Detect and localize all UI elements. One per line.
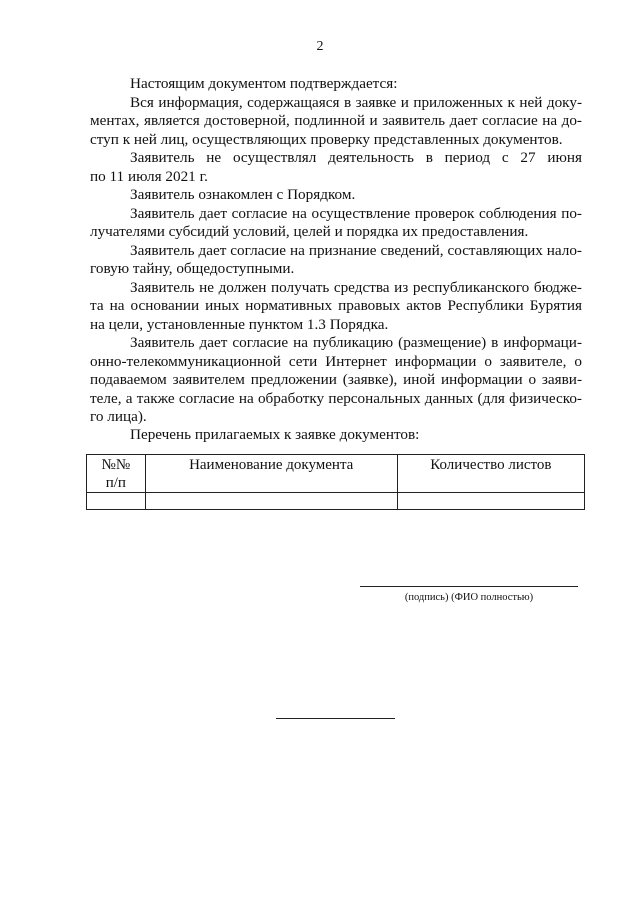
text-line: онно-телекоммуникационной сети Интернет информации о заявителе, о bbox=[90, 352, 582, 370]
text-line: на цели, установленные пунктом 1.3 Порядка. bbox=[90, 315, 389, 333]
table-cell bbox=[397, 493, 584, 510]
text-line: Вся информация, содержащаяся в заявке и приложенных к ней доку- bbox=[130, 93, 582, 111]
text-line: лучателями субсидий условий, целей и порядка их предоставления. bbox=[90, 223, 529, 240]
paragraph-budget-funds bbox=[90, 279, 582, 335]
text-line: Заявитель дает согласие на признание сведений, составляющих нало- bbox=[130, 241, 582, 259]
paragraph-intro bbox=[90, 75, 397, 94]
signature-line bbox=[360, 586, 578, 587]
table-cell bbox=[87, 493, 146, 510]
signature-caption: (подпись) (ФИО полностью) bbox=[404, 592, 534, 603]
table-row bbox=[87, 493, 585, 510]
text-line: подаваемом заявителем предложении (заявке), иной информации о заяви- bbox=[90, 371, 582, 388]
text-line: Настоящим документом подтверждается: bbox=[130, 75, 398, 92]
paragraph-inspection-consent bbox=[90, 205, 582, 242]
page-number: 2 bbox=[316, 39, 324, 54]
header-page-count: Количество листов bbox=[397, 455, 584, 493]
bottom-separator-line bbox=[276, 718, 395, 719]
text-line: говую тайну, общедоступными. bbox=[90, 260, 295, 277]
text-line: Заявитель не должен получать средства из республиканского бюдже- bbox=[130, 278, 582, 296]
text-line: Заявитель не осуществлял деятельность в период с 27 июня bbox=[130, 149, 582, 166]
header-number bbox=[87, 455, 146, 493]
paragraph-documents-list bbox=[90, 426, 419, 445]
text-line: ментах, является достоверной, подлинной и заявитель дает согласие на до- bbox=[90, 112, 582, 129]
paragraph-tax-secret bbox=[90, 242, 582, 279]
header-document-name: Наименование документа bbox=[145, 455, 397, 493]
text-line: Заявитель дает согласие на осуществление проверок соблюдения по- bbox=[130, 204, 582, 222]
paragraph-info-accuracy bbox=[90, 94, 582, 150]
paragraph-publication-consent bbox=[90, 334, 582, 427]
text-line: по 11 июля 2021 г. bbox=[90, 167, 208, 185]
text-line: теле, а также согласие на обработку персональных данных (для физическо- bbox=[90, 389, 582, 407]
paragraph-familiarized bbox=[90, 186, 355, 205]
documents-table bbox=[86, 454, 585, 510]
table-header-row bbox=[87, 455, 585, 493]
paragraph-activity-period bbox=[90, 149, 582, 186]
text-line: та на основании иных нормативных правовых актов Республики Бурятия bbox=[90, 297, 582, 314]
text-line: Заявитель ознакомлен с Порядком. bbox=[130, 186, 356, 203]
text-line: го лица). bbox=[90, 408, 147, 425]
header-number-label: №№ п/п bbox=[101, 457, 131, 491]
table-cell bbox=[145, 493, 397, 510]
text-line: Перечень прилагаемых к заявке документов: bbox=[130, 426, 420, 443]
text-line: ступ к ней лиц, осуществляющих проверку представленных документов. bbox=[90, 130, 563, 148]
text-line: Заявитель дает согласие на публикацию (размещение) в информаци- bbox=[130, 334, 582, 351]
